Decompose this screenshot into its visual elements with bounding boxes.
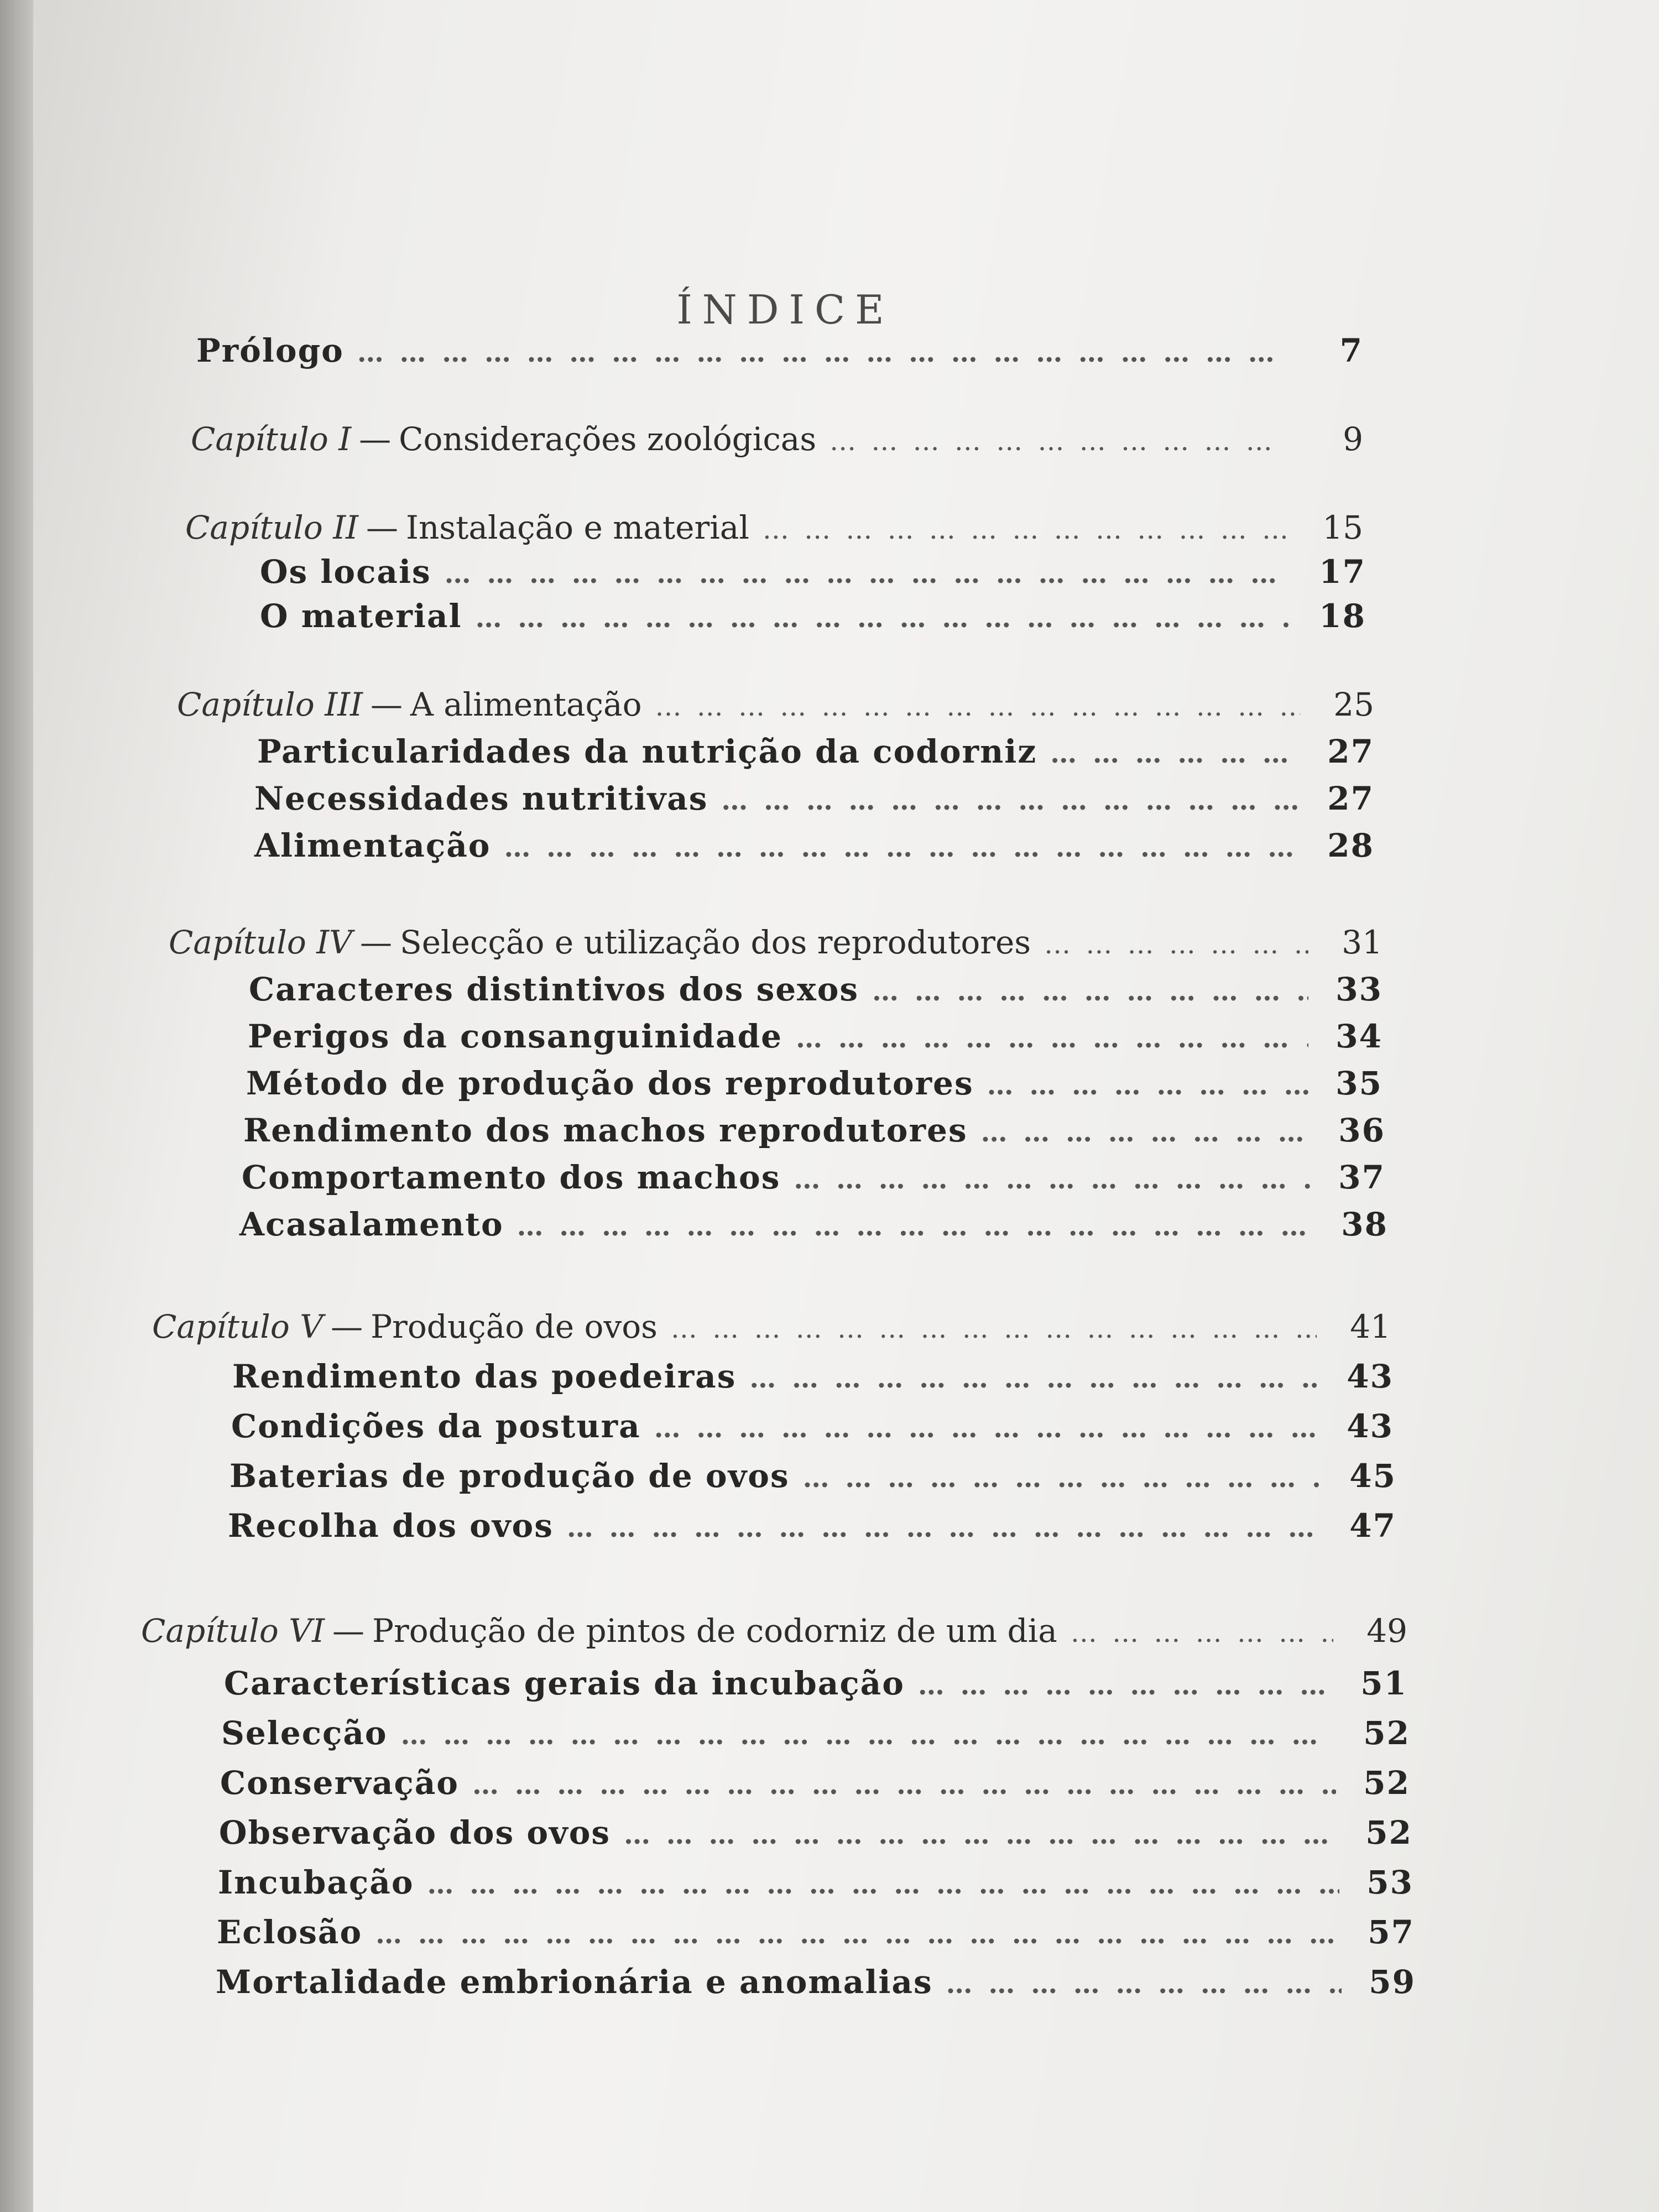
toc-entry-prologo <box>196 332 1363 369</box>
toc-page-number: 15 <box>1322 509 1363 546</box>
toc-page-number: 17 <box>1319 553 1366 591</box>
toc-entry: Acasalamento … … … … … … … … … … … … … … … … … … … … … … … … … … … … 38 <box>239 1206 1388 1243</box>
toc-entry: Perigos da consanguinidade … … … … … … … … … … … … … … … … … … … … … … … … … … … … 34 <box>248 1018 1383 1055</box>
toc-entry: Os locais … … … … … … … … … … … … … … … … … … … … … … … … … … … … 17 <box>260 553 1366 591</box>
chapter-number: Capítulo VI <box>141 1612 325 1650</box>
leader-dots <box>721 785 1300 816</box>
toc-page-number: 52 <box>1365 1814 1412 1851</box>
toc-page-number: 53 <box>1366 1864 1413 1901</box>
toc-page-number: 36 <box>1338 1112 1385 1149</box>
leader-dots <box>981 1117 1311 1148</box>
leader-dots <box>794 1164 1311 1195</box>
toc-entry: Rendimento das poedeiras … … … … … … … … … … … … … … … … … … … … … … … … … … … … 43 <box>232 1358 1394 1395</box>
leader-dots <box>1044 929 1308 960</box>
chapter-number: Capítulo I <box>191 420 352 458</box>
toc-entry: Incubação … … … … … … … … … … … … … … … … … … … … … … … … … … … … 53 <box>218 1864 1413 1901</box>
leader-dots <box>504 832 1300 863</box>
toc-chapter-5: Capítulo V — Produção de ovos … … … … … … … … … … … … … … … … … … … … … … … … … … … … 41 <box>152 1308 1391 1345</box>
leader-dots <box>654 1413 1319 1444</box>
toc-chapter-4: Capítulo IV — Selecção e utilização dos reprodutores … … … … … … … … … … … … … … … … … … … … … … … … … … … … 31 <box>169 924 1383 961</box>
toc-entry: Método de produção dos reprodutores … … … … … … … … … … … … … … … … … … … … … … … … … … … … 35 <box>246 1065 1383 1102</box>
toc-page-number: 51 <box>1360 1665 1407 1702</box>
leader-dots <box>476 603 1292 634</box>
leader-dots <box>624 1819 1338 1850</box>
toc-entry: Selecção … … … … … … … … … … … … … … … … … … … … … … … … … … … … 52 <box>221 1714 1410 1752</box>
leader-dots <box>987 1070 1308 1101</box>
toc-page-number: 52 <box>1363 1764 1410 1802</box>
toc-entry: Rendimento dos machos reprodutores … … … … … … … … … … … … … … … … … … … … … … … … … … … … 36 <box>243 1112 1385 1149</box>
chapter-number: Capítulo II <box>185 509 359 546</box>
chapter-title: Instalação e material <box>406 509 749 546</box>
toc-chapter-1: Capítulo I — Considerações zoológicas … … … … … … … … … … … … … … … … … … … … … … … … … … … … 9 <box>191 420 1363 458</box>
leader-dots <box>671 1313 1317 1344</box>
toc-page-number: 43 <box>1347 1407 1394 1445</box>
toc-page-number: 52 <box>1363 1714 1410 1752</box>
leader-dots <box>472 1770 1336 1801</box>
toc-page-number: 45 <box>1349 1457 1396 1495</box>
chapter-title: Produção de pintos de codorniz de um dia <box>372 1612 1057 1650</box>
toc-page-number: 35 <box>1335 1065 1383 1102</box>
toc-page-number: 34 <box>1335 1018 1383 1055</box>
chapter-number: Capítulo III <box>177 686 363 723</box>
toc-entry: Comportamento dos machos … … … … … … … … … … … … … … … … … … … … … … … … … … … … 37 <box>242 1159 1385 1196</box>
leader-dots <box>445 559 1292 589</box>
toc-page-number: 43 <box>1347 1358 1394 1395</box>
leader-dots <box>427 1869 1339 1900</box>
chapter-number: Capítulo V <box>152 1308 324 1345</box>
toc-entry: Observação dos ovos … … … … … … … … … … … … … … … … … … … … … … … … … … … … 52 <box>219 1814 1412 1851</box>
toc-entry: Recolha dos ovos … … … … … … … … … … … … … … … … … … … … … … … … … … … … 47 <box>228 1507 1396 1545</box>
leader-dots <box>1050 738 1300 769</box>
leader-dots <box>655 691 1300 722</box>
toc-entry: Condições da postura … … … … … … … … … … … … … … … … … … … … … … … … … … … … 43 <box>231 1407 1394 1445</box>
leader-dots <box>749 1363 1319 1394</box>
toc-page-number: 31 <box>1342 924 1383 961</box>
leader-dots <box>567 1512 1322 1543</box>
chapter-title: Selecção e utilização dos reprodutores <box>400 924 1031 961</box>
leader-dots <box>375 1919 1340 1950</box>
leader-dots <box>401 1720 1336 1751</box>
page-title: ÍNDICE <box>676 286 894 333</box>
leader-dots <box>803 1463 1322 1494</box>
toc-entry: Particularidades da nutrição da codorniz … … … … … … … … … … … … … … … … … … … … … … … … … … … … 27 <box>257 733 1374 770</box>
toc-page-number: 37 <box>1338 1159 1385 1196</box>
leader-dots <box>872 976 1308 1007</box>
toc-entry: Necessidades nutritivas … … … … … … … … … … … … … … … … … … … … … … … … … … … … 27 <box>254 780 1374 817</box>
toc-entry: Caracteres distintivos dos sexos … … … … … … … … … … … … … … … … … … … … … … … … … … … … 33 <box>249 971 1383 1008</box>
leader-dots <box>763 514 1289 545</box>
leader-dots <box>357 337 1289 368</box>
toc-chapter-3: Capítulo III — A alimentação … … … … … … … … … … … … … … … … … … … … … … … … … … … … 25 <box>177 686 1374 723</box>
toc-entry: Alimentação … … … … … … … … … … … … … … … … … … … … … … … … … … … … 28 <box>254 827 1374 864</box>
toc-entry: O material … … … … … … … … … … … … … … … … … … … … … … … … … … … … 18 <box>260 597 1366 635</box>
leader-dots <box>830 426 1289 457</box>
toc-page-number: 47 <box>1349 1507 1396 1545</box>
chapter-number: Capítulo IV <box>169 924 352 961</box>
toc-page-number: 27 <box>1327 733 1374 770</box>
toc-page-number: 33 <box>1335 971 1383 1008</box>
toc-entry: Baterias de produção de ovos … … … … … … … … … … … … … … … … … … … … … … … … … … … … 45 <box>229 1457 1396 1495</box>
toc-entry-label: Prólogo <box>196 332 344 369</box>
leader-dots <box>517 1211 1314 1242</box>
toc-entry: Conservação … … … … … … … … … … … … … … … … … … … … … … … … … … … … 52 <box>220 1764 1410 1802</box>
chapter-title: A alimentação <box>410 686 642 723</box>
toc-page-number: 41 <box>1350 1308 1391 1345</box>
chapter-title: Produção de ovos <box>371 1308 658 1345</box>
leader-dots <box>918 1670 1333 1701</box>
toc-page-number: 49 <box>1366 1612 1407 1650</box>
toc-page-number: 28 <box>1327 827 1374 864</box>
toc-chapter-2: Capítulo II — Instalação e material … … … … … … … … … … … … … … … … … … … … … … … … … … … … 15 <box>185 509 1363 546</box>
leader-dots <box>796 1023 1308 1054</box>
toc-page-number: 9 <box>1343 420 1363 458</box>
toc-page-number: 27 <box>1327 780 1374 817</box>
toc-chapter-6: Capítulo VI — Produção de pintos de codorniz de um dia … … … … … … … … … … … … … … … … … … … … … … … … … … … … 49 <box>141 1612 1407 1650</box>
toc-page-number: 7 <box>1339 332 1363 369</box>
toc-page-number: 57 <box>1368 1913 1415 1951</box>
toc-page-number: 38 <box>1341 1206 1388 1243</box>
toc-page-number: 25 <box>1333 686 1374 723</box>
toc-entry: Eclosão … … … … … … … … … … … … … … … … … … … … … … … … … … … … 57 <box>217 1913 1415 1951</box>
toc-entry: Características gerais da incubação … … … … … … … … … … … … … … … … … … … … … … … … … … … … 51 <box>224 1665 1407 1702</box>
leader-dots <box>1071 1618 1333 1648</box>
toc-page-number: 59 <box>1369 1963 1416 2001</box>
leader-dots <box>946 1969 1342 2000</box>
toc-entry: Mortalidade embrionária e anomalias … … … … … … … … … … … … … … … … … … … … … … … … … … … … 59 <box>216 1963 1416 2001</box>
toc-page-number: 18 <box>1319 597 1366 635</box>
chapter-title: Considerações zoológicas <box>399 420 817 458</box>
